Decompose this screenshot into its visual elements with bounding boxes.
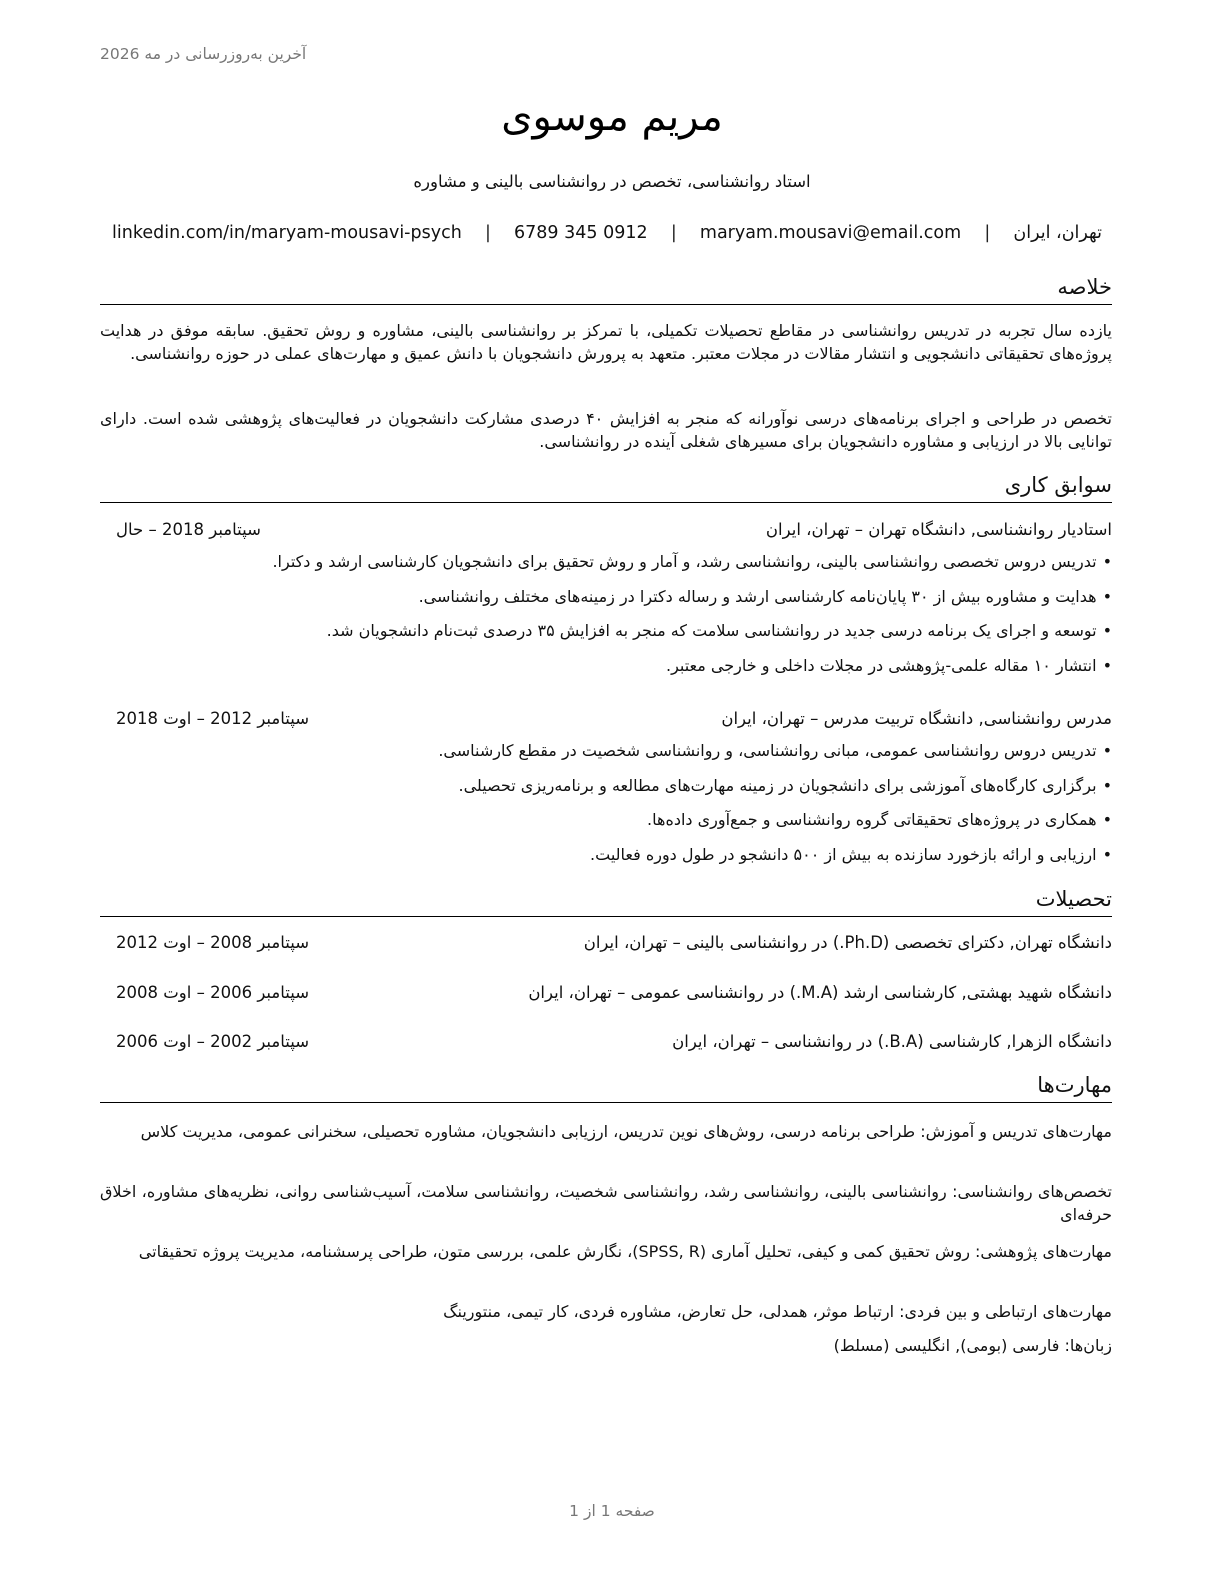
list-item: •همکاری در پروژه‌های تحقیقاتی گروه روانشناسی و جمع‌آوری داده‌ها.	[647, 810, 1112, 829]
page-number: صفحه 1 از 1	[569, 1502, 655, 1520]
contact-separator: |	[484, 223, 491, 243]
contact-email[interactable]: maryam.mousavi@email.com	[699, 223, 962, 243]
list-item: •تدریس دروس روانشناسی عمومی، مبانی روانشناسی، و روانشناسی شخصیت در مقطع کارشناسی.	[438, 741, 1112, 760]
skill-item: مهارت‌های تدریس و آموزش: طراحی برنامه درسی، روش‌های نوین تدریس، ارزیابی دانشجویان، مشاوره تحصیلی، سخنرانی عمومی، مدیریت کلاس	[140, 1122, 1112, 1141]
section-title-education: تحصیلات	[100, 886, 1112, 917]
last-updated: آخرین به‌روزرسانی در مه 2026	[100, 45, 307, 63]
education-item	[100, 1032, 1112, 1056]
skill-item: تخصص‌های روانشناسی: روانشناسی بالینی، روانشناسی رشد، روانشناسی شخصیت، روانشناسی سلامت، آسیب‌شناسی روانی، نظریه‌های مشاوره، اخلاق حرفه‌ای	[100, 1182, 1112, 1224]
contact-separator: |	[984, 223, 991, 243]
summary-paragraph: یازده سال تجربه در تدریس روانشناسی در مقاطع تحصیلات تکمیلی، با تمرکز بر روانشناسی بالینی، مشاوره و روش تحقیق. سابقه موفق در هدایت پروژه‌های تحقیقاتی دانشجویی و انتشار مقالات در مجلات معتبر. متعهد به پرورش دانشجویان با دانش عمیق و مهارت‌های عملی در حوزه روانشناسی.	[100, 321, 1112, 363]
job-title-org: استادیار روانشناسی, دانشگاه تهران – تهران، ایران	[765, 520, 1112, 539]
contact-linkedin[interactable]: linkedin.com/in/maryam-mousavi-psych	[112, 223, 462, 243]
list-item: •برگزاری کارگاه‌های آموزشی برای دانشجویان در زمینه مهارت‌های مطالعه و برنامه‌ریزی تحصیلی.	[458, 776, 1112, 795]
education-date: سپتامبر 2002 – اوت 2006	[116, 1032, 310, 1051]
job-heading	[100, 520, 1112, 544]
education-item	[100, 933, 1112, 957]
list-item: •تدریس دروس تخصصی روانشناسی بالینی، روانشناسی رشد، و آمار و روش تحقیق برای دانشجویان کارشناسی ارشد و دکترا.	[272, 552, 1112, 571]
section-title-summary: خلاصه	[100, 274, 1112, 305]
education-date: سپتامبر 2006 – اوت 2008	[116, 983, 310, 1002]
contact-line	[112, 223, 1102, 243]
job-date: سپتامبر 2012 – اوت 2018	[116, 709, 310, 728]
job-heading	[100, 709, 1112, 733]
job-title-org: مدرس روانشناسی, دانشگاه تربیت مدرس – تهران، ایران	[721, 709, 1112, 728]
contact-separator: |	[670, 223, 677, 243]
list-item: •هدایت و مشاوره بیش از ۳۰ پایان‌نامه کارشناسی ارشد و رساله دکترا در زمینه‌های مختلف روانشناسی.	[418, 587, 1112, 606]
skill-item: زبان‌ها: فارسی (بومی), انگلیسی (مسلط)	[833, 1336, 1112, 1355]
contact-location: تهران، ایران	[1013, 223, 1102, 243]
education-date: سپتامبر 2008 – اوت 2012	[116, 933, 310, 952]
skill-item: مهارت‌های ارتباطی و بین فردی: ارتباط موثر، همدلی، حل تعارض، مشاوره فردی، کار تیمی، منتورینگ	[443, 1302, 1112, 1321]
list-item: •انتشار ۱۰ مقاله علمی-پژوهشی در مجلات داخلی و خارجی معتبر.	[665, 656, 1112, 675]
list-item: •توسعه و اجرای یک برنامه درسی جدید در روانشناسی سلامت که منجر به افزایش ۳۵ درصدی ثبت‌نام دانشجویان شد.	[326, 621, 1112, 640]
skill-item: مهارت‌های پژوهشی: روش تحقیق کمی و کیفی، تحلیل آماری (SPSS, R)، نگارش علمی، بررسی متون، طراحی پرسشنامه، مدیریت پروژه تحقیقاتی	[138, 1242, 1112, 1261]
list-item: •ارزیابی و ارائه بازخورد سازنده به بیش از ۵۰۰ دانشجو در طول دوره فعالیت.	[590, 845, 1112, 864]
education-heading: دانشگاه شهید بهشتی, کارشناسی ارشد (M.A.) در روانشناسی عمومی – تهران، ایران	[528, 983, 1112, 1002]
summary-paragraph: تخصص در طراحی و اجرای برنامه‌های درسی نوآورانه که منجر به افزایش ۴۰ درصدی مشارکت دانشجویان در فعالیت‌های پژوهشی شده است. دارای توانایی بالا در ارزیابی و مشاوره دانشجویان برای مسیرهای شغلی آینده در روانشناسی.	[100, 409, 1113, 451]
section-title-experience: سوابق کاری	[100, 472, 1112, 503]
contact-phone[interactable]: 0912 345 6789	[514, 223, 648, 243]
person-name: مریم موسوی	[501, 94, 723, 140]
section-title-skills: مهارت‌ها	[100, 1072, 1112, 1103]
job-date: سپتامبر 2018 – حال	[116, 520, 261, 539]
job-title: استاد روانشناسی، تخصص در روانشناسی بالینی و مشاوره	[413, 172, 811, 191]
education-item	[100, 983, 1112, 1007]
education-heading: دانشگاه تهران, دکترای تخصصی (Ph.D.) در روانشناسی بالینی – تهران، ایران	[583, 933, 1112, 952]
education-heading: دانشگاه الزهرا, کارشناسی (B.A.) در روانشناسی – تهران، ایران	[672, 1032, 1112, 1051]
